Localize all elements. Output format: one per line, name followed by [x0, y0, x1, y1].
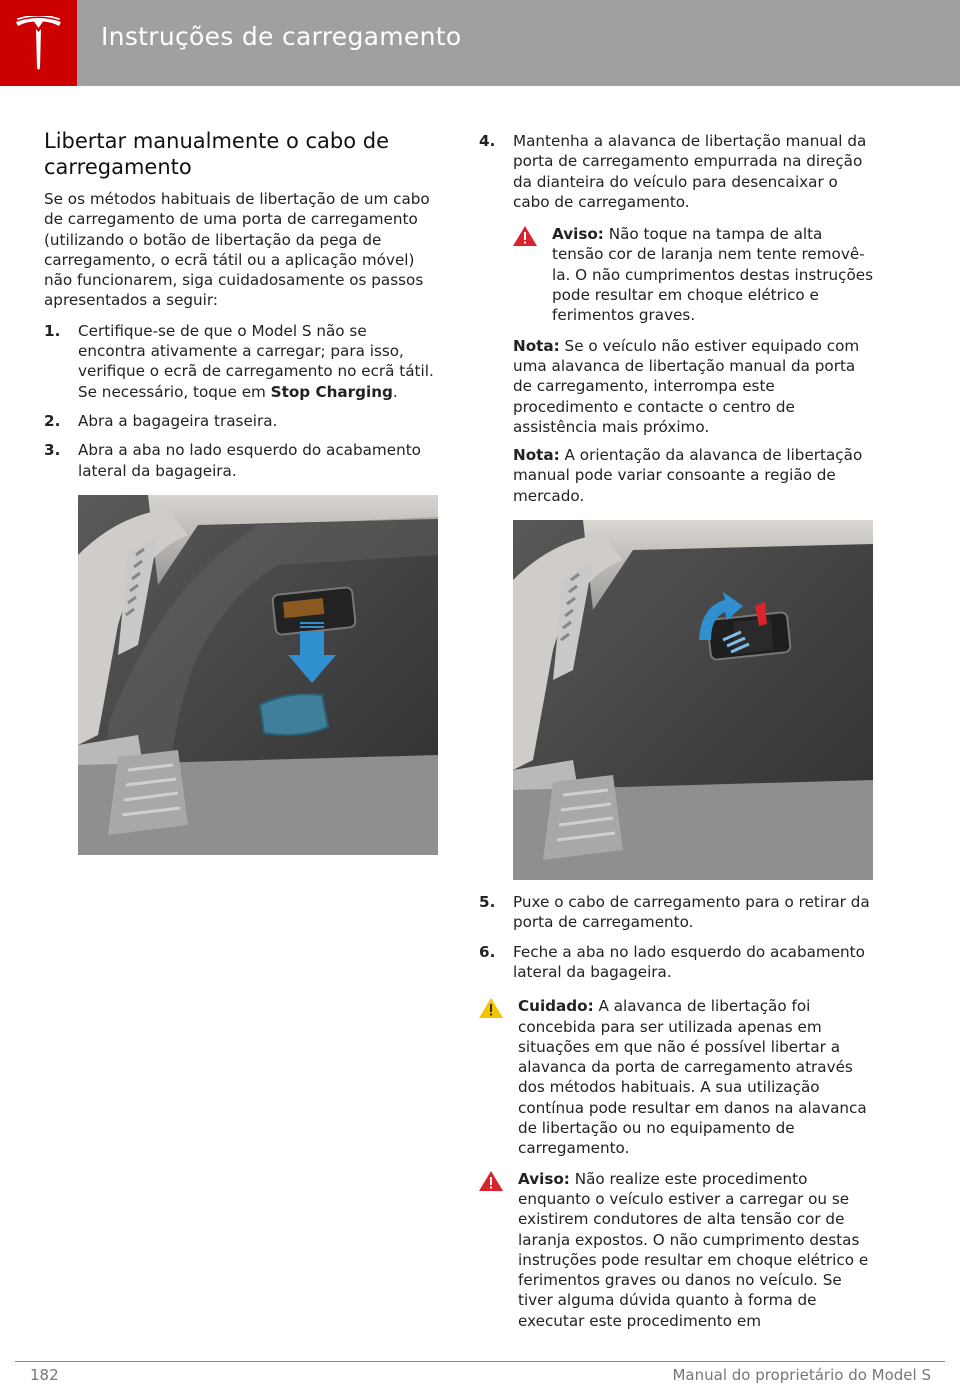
step-number: 4. [479, 132, 496, 150]
warning-box [479, 224, 874, 325]
step-item [479, 892, 874, 933]
step-text: Certifique-se de que o Model S não se encontra ativamente a carregar; para isso, verifique o ecrã de carregamento no ecrã tátil. Se necessário, toque em [78, 321, 434, 401]
manual-release-lever-illustration [513, 520, 873, 880]
step-number: 5. [479, 893, 496, 912]
left-column [44, 128, 437, 855]
step-text-end: . [392, 382, 398, 401]
step-number: 3. [44, 441, 61, 460]
warning-text: Não realize este procedimento enquanto o veículo estiver a carregar ou se existirem condutores de alta tensão cor de laranja expostos. O não cumprimento destas instruções pode resultar em choque elétrico e ferimentos graves ou danos no veículo. Se tiver alguma dúvida quanto à forma de executar este procedimento em [518, 1169, 869, 1330]
note-label: Nota: [513, 446, 560, 465]
note-text: A orientação da alavanca de libertação manual pode variar consoante a região de mercado. [513, 446, 863, 505]
intro-paragraph: Se os métodos habituais de libertação de um cabo de carregamento de uma porta de carregamento (utilizando o botão de libertação da pega de carregamento, o ecrã tátil ou a aplicação móvel) não funcionarem, siga cuidadosamente os passos apresentados a seguir: [44, 190, 430, 310]
trunk-flap-open-illustration [78, 495, 438, 855]
step-text: Abra a bagageira traseira. [78, 411, 278, 430]
step-text: Puxe o cabo de carregamento para o retirar da porta de carregamento. [513, 893, 870, 932]
step-number: 2. [44, 411, 61, 430]
step-text: Feche a aba no lado esquerdo do acabamento lateral da bagageira. [513, 942, 865, 981]
manual-title: Manual do proprietário do Model S [672, 1366, 931, 1384]
warning-triangle-icon [479, 1171, 503, 1191]
footer-divider [15, 1361, 945, 1362]
warning-box [479, 1169, 874, 1331]
step-item [479, 942, 874, 983]
right-column [479, 131, 874, 1341]
step-number: 6. [479, 942, 496, 961]
note-box [479, 445, 874, 506]
step-item [44, 411, 437, 431]
caution-box [479, 996, 874, 1158]
note-label: Nota: [513, 336, 560, 355]
page-title: Instruções de carregamento [101, 22, 462, 51]
warning-text: Não toque na tampa de alta tensão cor de laranja nem tente removê-la. O não cumprimentos destas instruções pode resultar em choque elétrico e ferimentos graves. [552, 225, 874, 325]
tesla-logo-icon [14, 16, 63, 70]
step-item [44, 440, 437, 481]
page-number: 182 [30, 1366, 59, 1384]
note-box [479, 336, 874, 437]
warning-label: Aviso: [518, 1169, 570, 1188]
section-heading: Libertar manualmente o cabo de carregamento [44, 129, 390, 179]
step-text: Mantenha a alavanca de libertação manual da porta de carregamento empurrada na direção da dianteira do veículo para desencaixar o cabo de carregamento. [513, 132, 867, 211]
caution-label: Cuidado: [518, 997, 594, 1016]
caution-triangle-icon [479, 998, 503, 1018]
note-text: Se o veículo não estiver equipado com uma alavanca de libertação manual da porta de carregamento, interrompa este procedimento e contacte o centro de assistência mais próximo. [513, 336, 860, 436]
warning-label: Aviso: [552, 225, 604, 244]
stop-charging-label: Stop Charging [270, 382, 393, 401]
step-item [479, 131, 874, 212]
tesla-logo [0, 0, 77, 86]
step-text: Abra a aba no lado esquerdo do acabamento lateral da bagageira. [78, 441, 421, 480]
caution-text: A alavanca de libertação foi concebida para ser utilizada apenas em situações em que não é possível libertar a alavanca da porta de carregamento através dos métodos habituais. A sua utilização contínua pode resultar em danos na alavanca de libertação ou no equipamento de carregamento. [518, 997, 867, 1158]
step-number: 1. [44, 321, 61, 340]
warning-triangle-icon [513, 226, 537, 246]
page-header [0, 0, 960, 86]
step-item [44, 321, 437, 402]
